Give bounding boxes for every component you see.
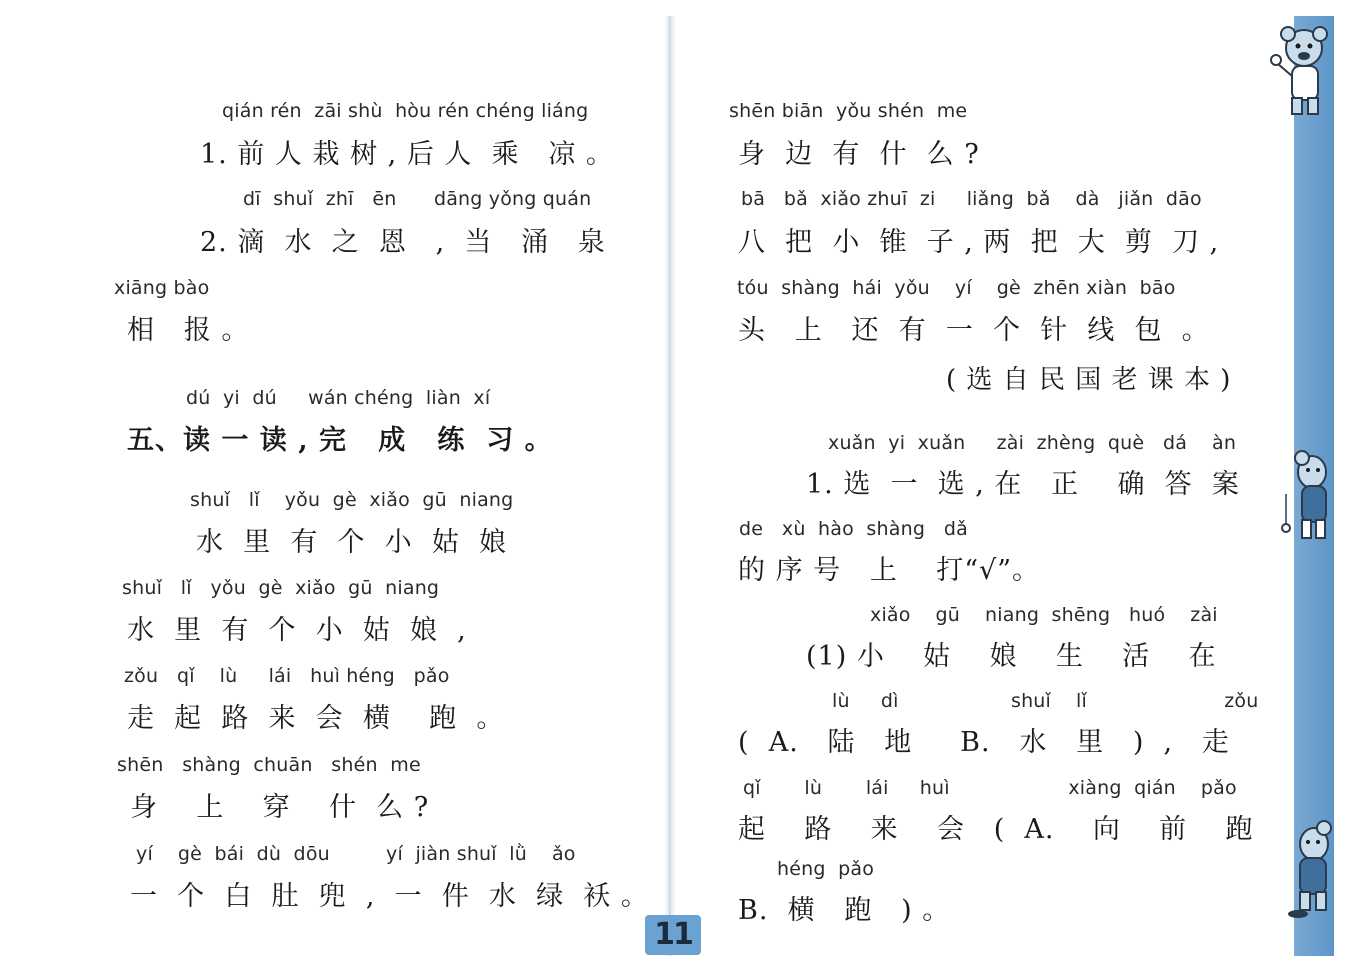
poem-line: 八 把 小 锥 子 , 两 把 大 剪 刀 , — [738, 227, 1220, 258]
section-heading-pinyin: dú yi dú wán chéng liàn xí — [186, 387, 491, 409]
pinyin-line: yí gè bái dù dōu yí jiàn shuǐ lǜ ǎo — [136, 843, 576, 865]
text-line: 相 报 。 — [127, 315, 250, 346]
poem-line: 走 起 路 来 会 横 跑 。 — [127, 703, 505, 734]
pinyin-line: shēn shàng chuān shén me — [117, 754, 421, 776]
pinyin-line: shēn biān yǒu shén me — [729, 100, 968, 122]
pinyin-line: bā bǎ xiǎo zhuī zi liǎng bǎ dà jiǎn dāo — [741, 188, 1202, 210]
mouse-yoyo-mascot-icon — [1278, 450, 1338, 550]
question-options: ( A. 陆 地 B. 水 里 ) , 走 — [738, 727, 1230, 758]
pinyin-line: de xù hào shàng dǎ — [739, 518, 968, 540]
section-heading: 五、读 一 读 , 完 成 练 习 。 — [127, 425, 553, 456]
poem-line: 水 里 有 个 小 姑 娘 , — [127, 615, 467, 646]
poem-line: 一 个 白 肚 兜 , 一 件 水 绿 袄 。 — [130, 881, 649, 912]
mouse-mascot-icon — [1276, 820, 1336, 924]
gutter-line — [669, 16, 670, 956]
pinyin-line: lù dì shuǐ lǐ zǒu — [832, 690, 1259, 712]
pinyin-line: tóu shàng hái yǒu yí gè zhēn xiàn bāo — [737, 277, 1176, 299]
poem-title: 水 里 有 个 小 姑 娘 — [196, 527, 507, 558]
pinyin-line: xiāng bào — [114, 277, 210, 299]
pinyin-line: dī shuǐ zhī ēn dāng yǒng quán — [243, 188, 592, 210]
book-gutter — [664, 16, 676, 956]
poem-line: 身 边 有 什 么 ? — [738, 139, 980, 170]
poem-line: 头 上 还 有 一 个 针 线 包 。 — [738, 315, 1210, 346]
source-note: ( 选 自 民 国 老 课 本 ) — [946, 365, 1232, 395]
question-text: 1. 选 一 选 , 在 正 确 答 案 — [806, 469, 1240, 500]
page-number: 11 — [645, 915, 701, 955]
question-options: 起 路 来 会 ( A. 向 前 跑 — [738, 814, 1254, 845]
bear-mascot-icon — [1268, 24, 1338, 128]
pinyin-line: qián rén zāi shù hòu rén chéng liáng — [222, 100, 589, 122]
pinyin-line: qǐ lù lái huì xiàng qián pǎo — [743, 777, 1237, 799]
pinyin-line: shuǐ lǐ yǒu gè xiǎo gū niang — [190, 489, 514, 511]
pinyin-line: xiǎo gū niang shēng huó zài — [870, 604, 1218, 626]
text-line: 2. 滴 水 之 恩 , 当 涌 泉 — [200, 227, 606, 258]
question-text: 的 序 号 上 打“√”。 — [738, 555, 1041, 586]
question-item: (1) 小 姑 娘 生 活 在 — [806, 641, 1217, 672]
question-options: B. 横 跑 ) 。 — [738, 895, 951, 926]
pinyin-line: héng pǎo — [777, 858, 875, 880]
pinyin-line: xuǎn yi xuǎn zài zhèng què dá àn — [828, 432, 1237, 454]
poem-line: 身 上 穿 什 么 ? — [130, 792, 430, 823]
pinyin-line: zǒu qǐ lù lái huì héng pǎo — [124, 665, 450, 687]
pinyin-line: shuǐ lǐ yǒu gè xiǎo gū niang — [122, 577, 440, 599]
text-line: 1. 前 人 栽 树 , 后 人 乘 凉 。 — [200, 139, 614, 170]
